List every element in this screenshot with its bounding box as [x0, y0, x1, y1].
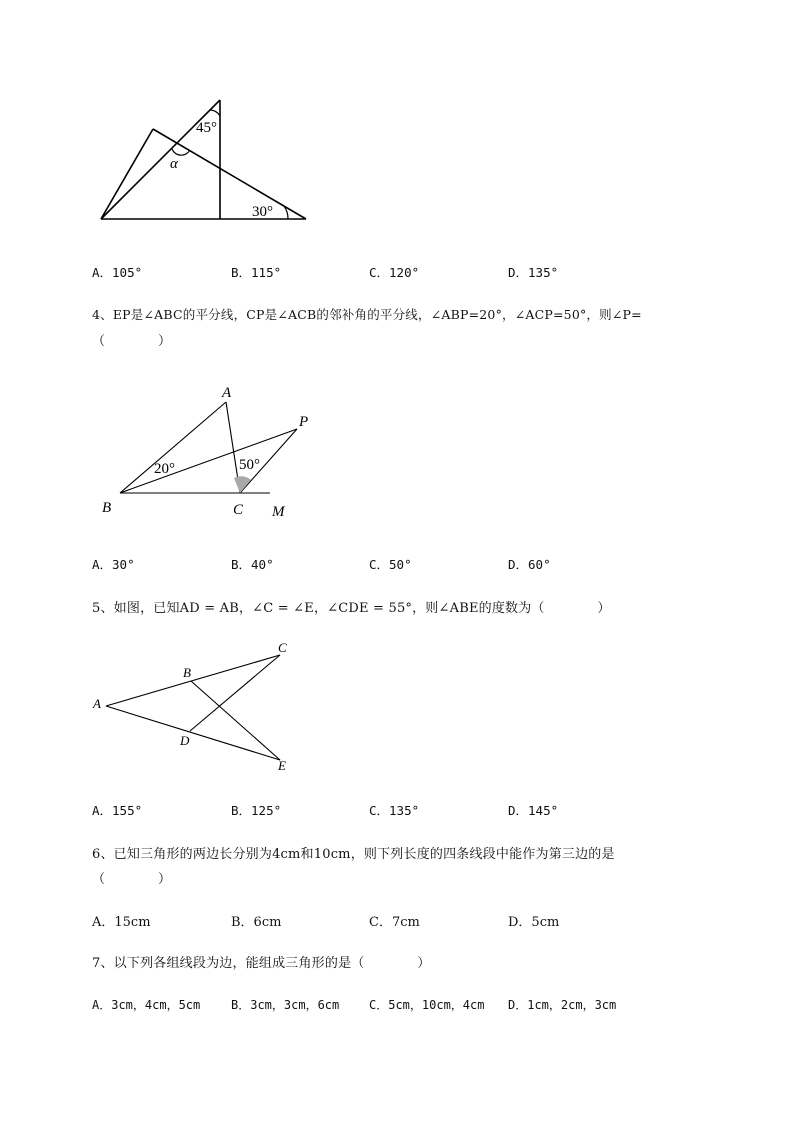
label-alpha: α: [170, 156, 178, 172]
q4-option-c[interactable]: C．50°: [369, 557, 412, 572]
figure-q5: [88, 632, 303, 777]
q7-option-b[interactable]: B．3cm，3cm，6cm: [231, 998, 340, 1012]
q6-option-d[interactable]: D．5cm: [508, 915, 560, 930]
q4-answer-paren: （ ）: [92, 334, 172, 349]
q4-option-b[interactable]: B．40°: [231, 557, 274, 572]
q5-option-c[interactable]: C．135°: [369, 803, 420, 818]
q7-option-d[interactable]: D．1cm，2cm，3cm: [508, 998, 617, 1012]
q5-option-b[interactable]: B．125°: [231, 803, 282, 818]
q7-option-a[interactable]: A．3cm，4cm，5cm: [92, 998, 201, 1012]
point-b: B: [102, 500, 112, 516]
q6-option-a[interactable]: A．15cm: [92, 915, 151, 930]
point-m: M: [272, 504, 285, 520]
q5-option-d[interactable]: D．145°: [508, 803, 559, 818]
point-a: A: [222, 385, 232, 401]
q3-option-a[interactable]: A．105°: [92, 265, 143, 280]
q4-stem: 4、EP是∠ABC的平分线，CP是∠ACB的邻补角的平分线，∠ABP=20°，∠ACP=50°，则∠P=: [92, 307, 642, 322]
point-c: C: [278, 640, 287, 655]
q6-option-b[interactable]: B．6cm: [231, 915, 282, 930]
q6-answer-paren: （ ）: [92, 872, 172, 887]
q6-option-c[interactable]: C．7cm: [369, 915, 420, 930]
angle-50-label: 50°: [239, 457, 260, 473]
triangle-figure-q3: [90, 90, 320, 230]
point-p: P: [299, 414, 309, 430]
q3-option-c[interactable]: C．120°: [369, 265, 420, 280]
angle-20-label: 20°: [154, 461, 175, 477]
q7-stem: 7、以下列各组线段为边，能组成三角形的是（ ）: [92, 956, 431, 971]
q5-option-a[interactable]: A．155°: [92, 803, 143, 818]
label-45: 45°: [196, 120, 217, 136]
q4-option-a[interactable]: A．30°: [92, 557, 135, 572]
point-d: D: [180, 733, 190, 748]
point-e: E: [278, 758, 286, 773]
point-a: A: [93, 696, 101, 711]
point-c: C: [233, 502, 244, 518]
q6-stem: 6、已知三角形的两边长分别为4cm和10cm，则下列长度的四条线段中能作为第三边的是: [92, 847, 615, 862]
label-30: 30°: [252, 204, 273, 220]
q3-option-b[interactable]: B．115°: [231, 265, 282, 280]
q5-stem: 5、如图，已知AD = AB，∠C = ∠E，∠CDE = 55°，则∠ABE的度数为（ ）: [92, 601, 611, 616]
q3-option-d[interactable]: D．135°: [508, 265, 559, 280]
triangle-figure-q4: [95, 378, 325, 523]
q7-option-c[interactable]: C．5cm，10cm，4cm: [369, 998, 485, 1012]
point-b: B: [183, 665, 191, 680]
q4-option-d[interactable]: D．60°: [508, 557, 551, 572]
